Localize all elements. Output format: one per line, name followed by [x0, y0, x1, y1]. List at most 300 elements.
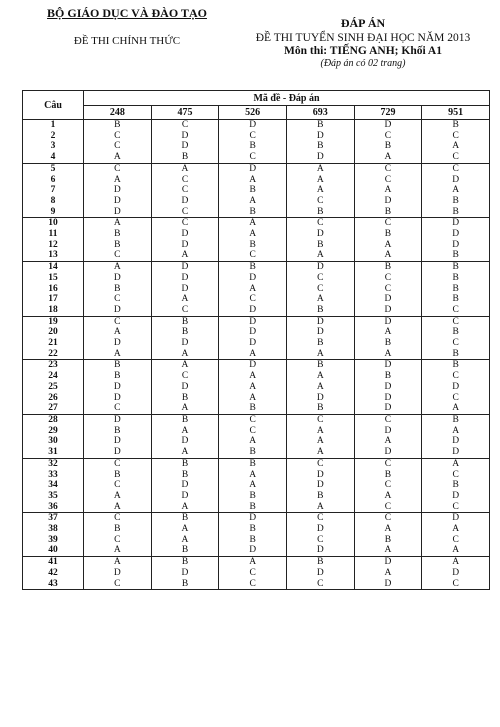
answer-cell: D — [219, 305, 287, 316]
answer-cell: B — [286, 557, 354, 568]
table-row — [23, 141, 490, 152]
answer-cell: C — [219, 579, 287, 590]
answer-cell: B — [151, 579, 219, 590]
question-column-header: Câu — [23, 91, 84, 120]
answer-cell: C — [354, 218, 422, 229]
answer-cell: A — [354, 250, 422, 261]
answer-cell: C — [151, 218, 219, 229]
answer-cell: B — [286, 360, 354, 371]
answer-cell: B — [422, 196, 490, 207]
table-row — [23, 305, 490, 316]
answer-cell: D — [422, 218, 490, 229]
answer-cell: C — [151, 207, 219, 218]
answer-cell: D — [151, 196, 219, 207]
answer-cell: A — [84, 152, 152, 163]
answer-cell: A — [354, 491, 422, 502]
table-row — [23, 568, 490, 579]
answer-cell: D — [219, 513, 287, 524]
table-row — [23, 393, 490, 404]
answer-cell: D — [151, 338, 219, 349]
question-number: 21 — [23, 338, 84, 349]
answer-cell: D — [286, 229, 354, 240]
answer-cell: C — [219, 426, 287, 437]
answer-cell: A — [354, 568, 422, 579]
answer-cell: B — [219, 491, 287, 502]
answer-cell: A — [286, 294, 354, 305]
table-row — [23, 545, 490, 556]
answer-cell: B — [84, 426, 152, 437]
answer-cell: D — [286, 131, 354, 142]
table-row — [23, 371, 490, 382]
question-number: 7 — [23, 185, 84, 196]
question-number: 9 — [23, 207, 84, 218]
table-row — [23, 262, 490, 273]
question-number: 26 — [23, 393, 84, 404]
answer-cell: A — [219, 218, 287, 229]
answer-cell: C — [354, 513, 422, 524]
question-number: 6 — [23, 175, 84, 186]
question-number: 13 — [23, 250, 84, 261]
table-row — [23, 218, 490, 229]
answer-cell: B — [422, 349, 490, 360]
question-number: 17 — [23, 294, 84, 305]
answer-cell: D — [219, 163, 287, 174]
answer-cell: D — [151, 436, 219, 447]
answer-cell: B — [422, 294, 490, 305]
question-number: 22 — [23, 349, 84, 360]
table-row — [23, 524, 490, 535]
answer-cell: C — [151, 185, 219, 196]
answer-cell: A — [84, 218, 152, 229]
page-count-note: (Đáp án có 02 trang) — [320, 58, 406, 69]
answer-cell: C — [84, 535, 152, 546]
answer-cell: D — [219, 338, 287, 349]
answer-cell: D — [151, 262, 219, 273]
answer-cell: A — [354, 152, 422, 163]
answer-cell: C — [286, 535, 354, 546]
answer-cell: C — [151, 371, 219, 382]
answer-cell: A — [151, 360, 219, 371]
answer-cell: C — [422, 163, 490, 174]
answer-cell: A — [422, 524, 490, 535]
answer-cell: A — [219, 480, 287, 491]
answer-cell: B — [219, 535, 287, 546]
question-number: 37 — [23, 513, 84, 524]
answer-cell: D — [151, 131, 219, 142]
table-row — [23, 557, 490, 568]
answer-cell: B — [219, 185, 287, 196]
answer-cell: A — [84, 502, 152, 513]
answer-cell: C — [84, 163, 152, 174]
answer-cell: A — [84, 491, 152, 502]
table-row — [23, 120, 490, 131]
table-row — [23, 414, 490, 425]
answer-cell: A — [286, 447, 354, 458]
answer-cell: A — [151, 294, 219, 305]
table-row — [23, 480, 490, 491]
table-row — [23, 207, 490, 218]
answer-cell: B — [219, 458, 287, 469]
answer-cell: B — [286, 141, 354, 152]
answer-table-body — [23, 120, 490, 590]
answer-cell: D — [219, 327, 287, 338]
answer-cell: B — [354, 338, 422, 349]
answer-cell: D — [151, 273, 219, 284]
answer-cell: B — [84, 470, 152, 481]
answer-cell: B — [354, 470, 422, 481]
official-exam-label: ĐỀ THI CHÍNH THỨC — [73, 35, 181, 47]
answer-cell: C — [354, 458, 422, 469]
answer-cell: D — [84, 393, 152, 404]
answer-cell: B — [286, 305, 354, 316]
exam-code-header: 951 — [422, 106, 490, 120]
answer-cell: D — [84, 436, 152, 447]
answer-cell: C — [84, 316, 152, 327]
answer-key-table — [22, 90, 490, 590]
answer-cell: B — [422, 273, 490, 284]
answer-cell: D — [151, 568, 219, 579]
answer-cell: C — [354, 163, 422, 174]
answer-cell: C — [422, 305, 490, 316]
answer-cell: C — [422, 338, 490, 349]
table-row — [23, 579, 490, 590]
answer-title: ĐÁP ÁN — [340, 16, 386, 30]
answer-cell: D — [84, 338, 152, 349]
table-row — [23, 152, 490, 163]
answer-cell: C — [286, 579, 354, 590]
answer-cell: A — [219, 382, 287, 393]
answer-cell: B — [422, 327, 490, 338]
question-number: 1 — [23, 120, 84, 131]
answer-cell: D — [354, 426, 422, 437]
answer-cell: A — [286, 426, 354, 437]
answer-cell: B — [219, 403, 287, 414]
answer-cell: D — [422, 436, 490, 447]
question-number: 30 — [23, 436, 84, 447]
answer-cell: D — [151, 141, 219, 152]
question-number: 24 — [23, 371, 84, 382]
answer-cell: C — [84, 131, 152, 142]
answer-cell: C — [422, 316, 490, 327]
answer-cell: C — [84, 480, 152, 491]
answer-cell: D — [151, 382, 219, 393]
answer-cell: A — [286, 185, 354, 196]
answer-cell: A — [422, 403, 490, 414]
table-row — [23, 513, 490, 524]
answer-cell: D — [219, 120, 287, 131]
answer-cell: C — [422, 579, 490, 590]
question-number: 2 — [23, 131, 84, 142]
question-number: 8 — [23, 196, 84, 207]
answer-cell: A — [354, 524, 422, 535]
answer-cell: C — [354, 502, 422, 513]
answer-cell: A — [422, 426, 490, 437]
answer-cell: C — [219, 568, 287, 579]
exam-code-header: 248 — [84, 106, 152, 120]
answer-cell: D — [286, 393, 354, 404]
answer-cell: D — [354, 557, 422, 568]
answer-cell: C — [286, 218, 354, 229]
answer-cell: C — [84, 458, 152, 469]
answer-cell: B — [84, 240, 152, 251]
table-row — [23, 294, 490, 305]
exam-code-header: 475 — [151, 106, 219, 120]
answer-cell: D — [286, 327, 354, 338]
answer-cell: B — [219, 524, 287, 535]
answer-cell: A — [219, 196, 287, 207]
answer-cell: D — [84, 196, 152, 207]
answer-cell: A — [422, 545, 490, 556]
answer-cell: A — [354, 436, 422, 447]
answer-cell: C — [422, 535, 490, 546]
answer-cell: B — [219, 502, 287, 513]
answer-cell: A — [219, 557, 287, 568]
answer-cell: B — [422, 120, 490, 131]
answer-cell: B — [151, 152, 219, 163]
table-row — [23, 273, 490, 284]
table-row — [23, 447, 490, 458]
answer-cell: C — [286, 414, 354, 425]
answer-cell: D — [286, 152, 354, 163]
answer-cell: D — [354, 403, 422, 414]
answer-cell: D — [219, 545, 287, 556]
answer-cell: C — [286, 196, 354, 207]
answer-cell: D — [219, 316, 287, 327]
question-number: 15 — [23, 273, 84, 284]
table-row — [23, 229, 490, 240]
table-row — [23, 250, 490, 261]
answer-cell: D — [354, 382, 422, 393]
answer-cell: D — [286, 470, 354, 481]
answer-cell: C — [286, 273, 354, 284]
answer-cell: B — [219, 141, 287, 152]
answer-cell: B — [151, 513, 219, 524]
answer-cell: D — [151, 491, 219, 502]
answer-cell: B — [422, 207, 490, 218]
answer-cell: D — [354, 196, 422, 207]
answer-cell: D — [354, 393, 422, 404]
answer-cell: D — [84, 568, 152, 579]
question-number: 33 — [23, 470, 84, 481]
answer-cell: D — [219, 273, 287, 284]
answer-cell: D — [286, 568, 354, 579]
answer-cell: B — [422, 480, 490, 491]
question-number: 31 — [23, 447, 84, 458]
question-number: 10 — [23, 218, 84, 229]
answer-cell: C — [354, 131, 422, 142]
question-number: 41 — [23, 557, 84, 568]
answer-cell: D — [84, 414, 152, 425]
answer-cell: C — [286, 513, 354, 524]
answer-cell: D — [422, 568, 490, 579]
answer-cell: D — [84, 305, 152, 316]
answer-cell: A — [151, 524, 219, 535]
table-row — [23, 131, 490, 142]
answer-cell: A — [286, 175, 354, 186]
answer-cell: C — [151, 120, 219, 131]
answer-cell: B — [286, 338, 354, 349]
answer-cell: D — [422, 382, 490, 393]
answer-cell: C — [219, 131, 287, 142]
answer-cell: A — [84, 175, 152, 186]
answer-cell: B — [151, 458, 219, 469]
question-number: 27 — [23, 403, 84, 414]
table-row — [23, 240, 490, 251]
answer-cell: A — [151, 250, 219, 261]
answer-cell: C — [84, 141, 152, 152]
table-row — [23, 284, 490, 295]
answer-cell: C — [219, 152, 287, 163]
question-number: 42 — [23, 568, 84, 579]
answer-cell: D — [151, 480, 219, 491]
answer-cell: B — [151, 557, 219, 568]
answer-cell: D — [354, 316, 422, 327]
answer-cell: D — [84, 382, 152, 393]
answer-cell: D — [219, 360, 287, 371]
answer-cell: C — [354, 284, 422, 295]
answer-cell: B — [151, 316, 219, 327]
table-header-row — [23, 91, 490, 106]
answer-cell: B — [354, 371, 422, 382]
question-number: 20 — [23, 327, 84, 338]
answer-cell: B — [219, 240, 287, 251]
exam-title: ĐỀ THI TUYỂN SINH ĐẠI HỌC NĂM 2013 — [255, 32, 471, 44]
answer-cell: A — [84, 327, 152, 338]
table-row — [23, 338, 490, 349]
answer-cell: B — [286, 207, 354, 218]
table-row — [23, 163, 490, 174]
answer-cell: C — [354, 480, 422, 491]
answer-cell: D — [151, 229, 219, 240]
table-row — [23, 403, 490, 414]
answer-cell: C — [422, 152, 490, 163]
answer-cell: C — [219, 294, 287, 305]
answer-cell: D — [354, 579, 422, 590]
answer-cell: B — [84, 284, 152, 295]
answer-cell: D — [84, 447, 152, 458]
answer-cell: C — [84, 513, 152, 524]
answer-cell: C — [84, 403, 152, 414]
exam-code-row — [23, 106, 490, 120]
answer-cell: A — [219, 371, 287, 382]
answer-cell: B — [422, 250, 490, 261]
answer-cell: D — [422, 240, 490, 251]
answer-cell: D — [354, 120, 422, 131]
answer-cell: C — [219, 414, 287, 425]
answer-cell: C — [354, 414, 422, 425]
question-number: 36 — [23, 502, 84, 513]
question-number: 38 — [23, 524, 84, 535]
question-number: 5 — [23, 163, 84, 174]
header-left — [22, 6, 232, 47]
question-number: 39 — [23, 535, 84, 546]
answer-cell: A — [219, 349, 287, 360]
exam-code-header: 729 — [354, 106, 422, 120]
answer-cell: A — [286, 371, 354, 382]
answer-cell: B — [84, 229, 152, 240]
answer-cell: A — [151, 447, 219, 458]
answer-cell: C — [422, 131, 490, 142]
answer-cell: C — [219, 250, 287, 261]
answer-cell: A — [219, 470, 287, 481]
table-row — [23, 316, 490, 327]
answer-cell: D — [354, 447, 422, 458]
answer-cell: C — [151, 305, 219, 316]
answer-cell: A — [422, 141, 490, 152]
answer-cell: A — [151, 163, 219, 174]
answer-cell: A — [286, 436, 354, 447]
table-row — [23, 502, 490, 513]
answer-cell: B — [422, 360, 490, 371]
answer-cell: B — [422, 262, 490, 273]
answer-cell: A — [84, 557, 152, 568]
answer-cell: A — [354, 185, 422, 196]
answer-cell: A — [151, 403, 219, 414]
answer-cell: A — [151, 502, 219, 513]
answer-cell: A — [219, 229, 287, 240]
question-number: 11 — [23, 229, 84, 240]
answer-cell: B — [219, 262, 287, 273]
answer-cell: A — [286, 250, 354, 261]
answer-cell: B — [354, 535, 422, 546]
table-row — [23, 349, 490, 360]
answer-cell: D — [354, 294, 422, 305]
table-row — [23, 470, 490, 481]
answer-cell: D — [422, 491, 490, 502]
table-row — [23, 185, 490, 196]
answer-cell: D — [286, 545, 354, 556]
question-number: 25 — [23, 382, 84, 393]
answer-cell: A — [219, 175, 287, 186]
table-row — [23, 458, 490, 469]
answer-cell: C — [84, 250, 152, 261]
answer-cell: D — [84, 207, 152, 218]
answer-cell: D — [422, 175, 490, 186]
answer-cell: B — [354, 141, 422, 152]
answer-cell: D — [422, 447, 490, 458]
answer-cell: D — [151, 284, 219, 295]
header-right — [232, 16, 494, 69]
exam-code-header: 693 — [286, 106, 354, 120]
answer-cell: C — [84, 579, 152, 590]
answer-cell: A — [286, 382, 354, 393]
answer-cell: A — [422, 557, 490, 568]
answer-table-container — [22, 90, 490, 590]
answer-cell: A — [151, 535, 219, 546]
answer-cell: A — [354, 545, 422, 556]
answer-cell: B — [286, 120, 354, 131]
answer-cell: A — [286, 349, 354, 360]
answer-cell: B — [286, 403, 354, 414]
answer-cell: D — [286, 524, 354, 535]
answer-cell: B — [84, 120, 152, 131]
question-number: 29 — [23, 426, 84, 437]
answer-cell: A — [84, 262, 152, 273]
answer-cell: D — [354, 360, 422, 371]
answer-cell: B — [151, 545, 219, 556]
answer-cell: A — [84, 349, 152, 360]
answer-cell: B — [219, 447, 287, 458]
answer-cell: B — [286, 240, 354, 251]
question-number: 14 — [23, 262, 84, 273]
answer-cell: B — [151, 470, 219, 481]
answer-cell: B — [354, 207, 422, 218]
answer-cell: D — [84, 273, 152, 284]
answer-cell: D — [422, 229, 490, 240]
answer-cell: D — [286, 262, 354, 273]
answer-cell: A — [151, 349, 219, 360]
answer-cell: B — [354, 229, 422, 240]
